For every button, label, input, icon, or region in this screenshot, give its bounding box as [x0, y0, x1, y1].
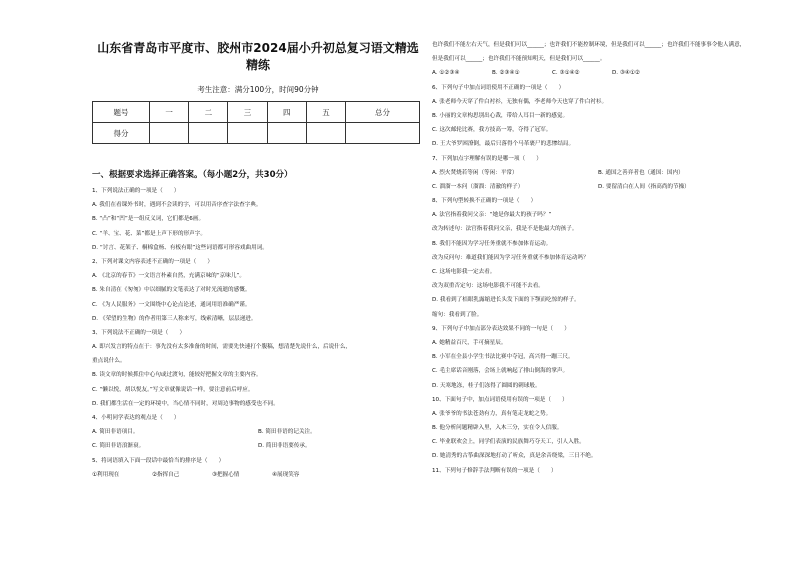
score-cell: 得分 — [93, 123, 150, 144]
question-line: 10、下面句子中，加点词语使用有误的一项是（ ） — [432, 396, 568, 403]
left-column-questions — [92, 184, 424, 482]
question-line: A. 她精益百尺，手可摘星辰。 — [432, 339, 507, 346]
score-input-cell[interactable] — [267, 123, 306, 144]
question-line: 改为双重否定句：这场电影我不可能不去看。 — [432, 283, 544, 290]
answer-option: ②指挥自己 — [152, 471, 180, 478]
question-line: A. 《北京的春节》一文语言朴素自然，充满京味的“京味儿”。 — [92, 273, 245, 280]
question-line: C. “羊、宝、花、菜”都是上声下形的形声字。 — [92, 230, 206, 237]
question-line: 重点说什么。 — [92, 358, 126, 365]
answer-option: D. ③④①② — [612, 70, 640, 77]
answer-option: C. ③①④② — [552, 70, 580, 77]
answer-option: B. 简田非语的记关注。 — [258, 429, 316, 436]
question-line: C. 毛主席话音刚落，会场上就响起了排山倒海的掌声。 — [432, 368, 569, 375]
score-table-score-row — [93, 123, 420, 144]
score-cell: 总分 — [346, 102, 420, 123]
question-line: C. 这场电影我一定去看。 — [432, 269, 496, 275]
score-input-cell[interactable] — [150, 123, 189, 144]
question-line: 3、下列说法不正确的一项是（ ） — [92, 329, 186, 336]
question-line: C. 这次邮轮比赛，我方技高一筹，夺得了冠军。 — [432, 127, 552, 134]
question-line — [92, 425, 424, 439]
answer-option: A. 简田非语项目。 — [92, 429, 139, 436]
question-line: B. “凸”和“凹”是一组反义词，它们都是6画。 — [92, 216, 205, 223]
question-line: 4、小明同学表达的观点是（ ） — [92, 415, 180, 421]
question-line: 8、下列句型转换不正确的一项是（ ） — [432, 198, 537, 205]
question-line: C. “懒以悦，胡以悦友。”写文章就像说话一样，要注意前后呼应。 — [92, 386, 254, 393]
question-line: 缩句：我看到了脸。 — [432, 311, 483, 318]
question-line: D. 我看到了桔眼乳露缩进长头发下面的下颚而吃惊的样子。 — [432, 297, 580, 304]
answer-option: A. 烈火焚烧若等闲（等闲：平常） — [432, 169, 518, 176]
answer-option: B. ②③④① — [492, 70, 520, 77]
question-line: A. 法官指着我问父亲：“她是你最大的孩子吗？” — [432, 212, 552, 219]
question-line: 9、下列句子中加点部分表达效果不同的一句是（ ） — [432, 325, 570, 332]
question-line — [432, 166, 764, 180]
exam-title — [92, 40, 424, 74]
score-cell: 二 — [189, 102, 228, 123]
question-line — [92, 439, 424, 453]
title-line-2: 精练 — [245, 58, 270, 72]
answer-option: ③把握心情 — [212, 471, 240, 478]
answer-option: C. 溜溜一本问（溜溜：清澈的样子） — [432, 183, 524, 190]
question-line: B. 他分析问题精辟入里，入木三分，实在令人信服。 — [432, 425, 563, 432]
question-line: 改为反问句：难道我们能因为学习任务重就不参加体育运动吗？ — [432, 254, 589, 261]
question-line: C. 毕业联欢会上，同学们表演的民族舞巧夺天工，引人入胜。 — [432, 439, 585, 446]
score-cell: 三 — [228, 102, 267, 123]
question-line: 7、下列加点字理解有误的是哪一项（ ） — [432, 155, 542, 162]
question-line: 改为转述句：法官指着我问父亲，我是不是他最大的孩子。 — [432, 226, 578, 233]
score-input-cell[interactable] — [189, 123, 228, 144]
question-line: 6、下列句子中加点词语使用不正确的一项是（ ） — [432, 84, 565, 91]
question-line: 11、下列句子修辞手法判断有误的一项是（ ） — [432, 467, 557, 474]
question-line: B. 小丽的文章构思别出心裁，带给人耳目一新的感觉。 — [432, 112, 569, 119]
score-input-cell[interactable] — [228, 123, 267, 144]
question-line: A. 张爷爷的书法苍劲有力，真有笔走龙蛇之势。 — [432, 410, 552, 417]
title-line-1: 山东省青岛市平度市、胶州市2024届小升初总复习语文精选 — [97, 41, 419, 55]
question-line: B. 小军在全县小学生书法比赛中夺冠，高兴得一蹦三尺。 — [432, 354, 574, 361]
answer-option: D. 简田非语要传承。 — [258, 443, 311, 450]
score-input-cell[interactable] — [306, 123, 345, 144]
answer-option: ①利用现在 — [92, 471, 120, 478]
score-cell: 五 — [306, 102, 345, 123]
question-line: D. 她清秀的古筝曲深深地打动了听众，真是余音绕梁，三日不绝。 — [432, 453, 597, 460]
answer-option: D. 要留清白在人间（指高尚的节操） — [598, 183, 690, 190]
question-line: A. 即兴发言的特点在于：事先没有太多准备的时间，需要先快速打个腹稿，想清楚先说什么，后说什么， — [92, 344, 352, 351]
score-table — [92, 101, 420, 144]
score-cell: 一 — [150, 102, 189, 123]
question-line: A. 张老师今天穿了件白衬衫，无独有偶，李老师今天也穿了件白衬衫。 — [432, 98, 608, 105]
question-line — [432, 180, 764, 194]
question-line — [432, 66, 764, 80]
question-line: A. 我们在看课外书时，遇到不会读的字，可以用音序查字法查字典。 — [92, 202, 262, 209]
question-line: D. 我们都生活在一定的环境中，当心情不同时，对周边事物的感受也不同。 — [92, 400, 279, 407]
question-line: 2、下列对课文内容表述不正确的一项是（ ） — [92, 258, 214, 265]
score-table-header-row — [93, 102, 420, 123]
score-input-cell[interactable] — [346, 123, 420, 144]
question-line: B. 朱自清在《匆匆》中以细腻的文笔表达了对时光流逝的感慨。 — [92, 287, 251, 294]
question-line: B. 我们不能因为学习任务重就不参加体育运动。 — [432, 240, 552, 247]
question-line: D. 王大爷罗困潦倒，最后只落得个马革裹尸的悲惨结局。 — [432, 141, 575, 148]
answer-option: C. 简田非语浪渐衰。 — [92, 443, 145, 450]
question-line — [92, 468, 424, 482]
section-heading: 一、根据要求选择正确答案。（每小题2分，共30分） — [92, 170, 293, 180]
score-cell: 题号 — [93, 102, 150, 123]
question-line: D. “讨言、花架子、桐棉盒杨、有板有眼”这些词语都可形容戏曲用词。 — [92, 244, 268, 251]
question-line: D. 天寒地冻，桂子们冻得了圆圆的刺球般。 — [432, 382, 541, 389]
question-line: C. 《为人民服务》一文围绕中心论点论述，通词用语准确严谨。 — [92, 301, 251, 308]
question-line: 1、下列说法正确的一项是（ ） — [92, 188, 180, 194]
question-line: B. 读文章的时候抓住中心句或过渡句，能较好把握文章的主要内容。 — [92, 372, 262, 379]
right-column-questions — [432, 38, 764, 478]
question-line: 也许我们不能左右天气，但是我们可以______；也许我们不能控制环境，但是我们可以______；也许我们不能事事令他人满意， — [432, 42, 746, 48]
question-line: 5、将词语填入下面一段话中最恰当的排序是（ ） — [92, 457, 225, 464]
question-line: 但是我们可以______；也许我们不能预知明天，但是我们可以______。 — [432, 56, 606, 63]
answer-option: A. ①②③④ — [432, 70, 460, 77]
question-line: D. 《荣望的生物》的作者用第三人称来写，线索清晰，层层递进。 — [92, 315, 257, 322]
score-cell: 四 — [267, 102, 306, 123]
exam-notice: 考生注意：满分100分，时间90分钟 — [197, 85, 319, 94]
answer-option: B. 通国之善弈者也（通国：国内） — [598, 169, 684, 176]
answer-option: ④展现笑容 — [272, 471, 300, 478]
